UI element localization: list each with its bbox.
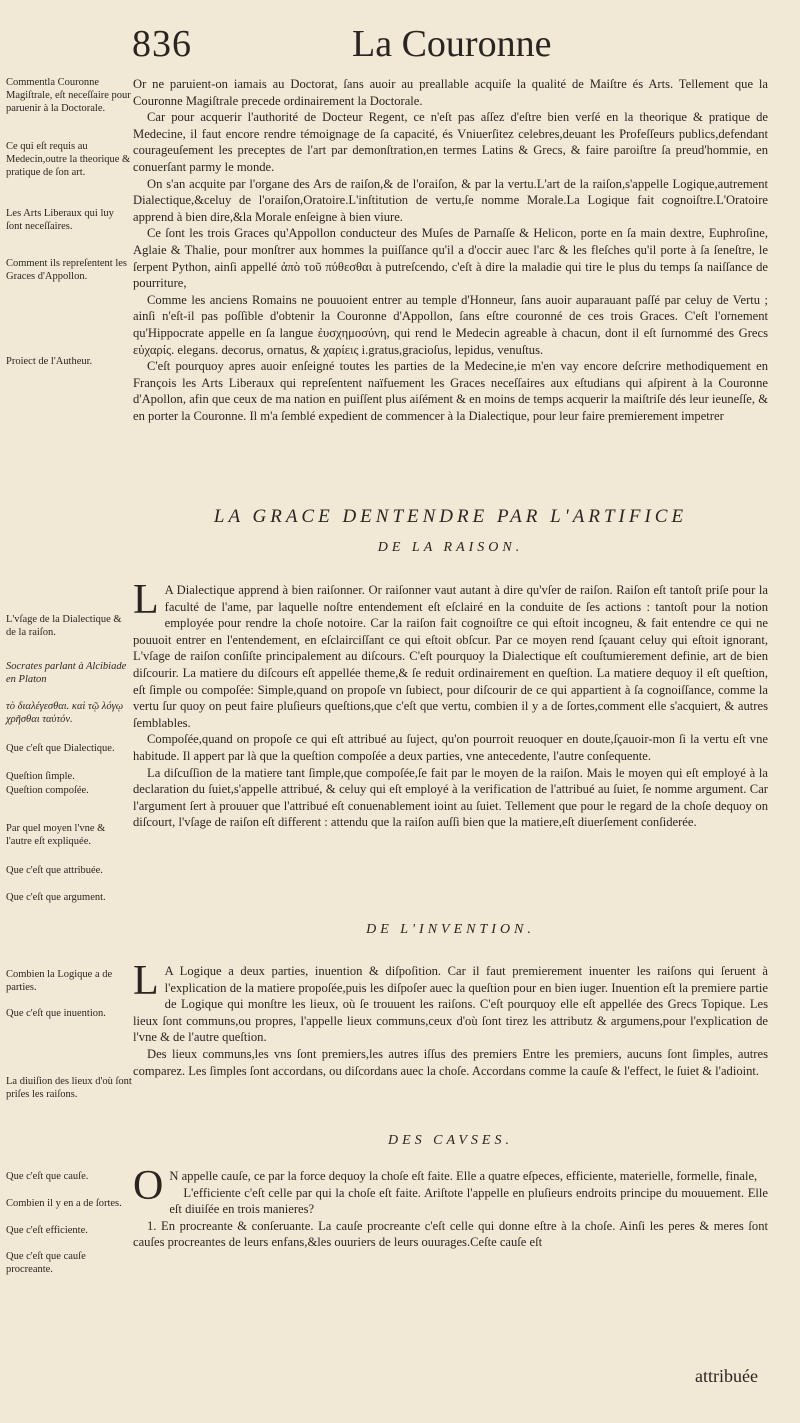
paragraph: Car pour acquerir l'authorité de Docteur Regent, ce n'eſt pas aſſez d'eſtre bien verſé en la theorique & pratique de Medecine, il faut encore rendre témoignage de ſa capacité, és Vniuerſitez celebres,deuant les Profeſſeurs publics,defendant courageuſement les preceptes de l'art par demonſtration,en termes Latins & Grecs, & faire paroiſtre ſa preud'hommie, en conuerſant parmy le monde. — [133, 110, 768, 174]
paragraph: L'efficiente c'eſt celle par qui la choſe eſt faite. Ariſtote l'appelle en pluſieurs endroits principe du mouuement. Elle eſt diuiſée en trois manieres? — [169, 1185, 768, 1217]
margin-note: Socrates parlant à Alcibiade en Platon — [6, 661, 127, 685]
section-title: DE L'INVENTION. — [366, 922, 535, 937]
section-subtitle: DE LA RAISON. — [377, 540, 524, 555]
margin-note: Que c'eſt que inuention. — [6, 1008, 106, 1019]
paragraph: C'eſt pourquoy apres auoir enſeigné toutes les parties de la Medecine,ie m'en vay encore deſcrire methodiquement en François les Arts Liberaux qui repreſentent naïfuement les Graces neceſſaires aux eſtudians qui aſpirent à la Couronne d'Apollon, afin que ceux de ma nation en puiſſent plus aiſément & en moins de temps acquerir la maiſtriſe dés leur ieuneſſe, & en porter la Couronne. Il m'a ſemblé expedient de commencer à la Dialectique, pour leur faire premierement impetrer — [133, 359, 768, 423]
margin-note: Queſtion compoſée. — [6, 785, 89, 796]
margin-note: τὸ διαλέγεσθαι. καὶ τῷ λόγῳ χρῆσθαι ταὐτόν. — [6, 701, 124, 725]
paragraph: Des lieux communs,les vns ſont premiers,les autres iſſus des premiers Entre les premiers, aucuns ſont ſimples, autres comparez. Les ſimples ſont accordans, ou diſcordans auec la choſe. Accordans comme la cauſe & l'effect, le ſuiet & l'adioint. — [133, 1046, 768, 1078]
margin-note: Par quel moyen l'vne & l'autre eſt expliquée. — [6, 823, 106, 847]
drop-cap: O — [133, 1163, 164, 1209]
paragraph: Or ne paruient-on iamais au Doctorat, ſans auoir au preallable acquiſe la qualité de Maiſtre és Arts. Tellement que la Couronne Magiſtrale precede ordinairement la Doctorale. — [133, 77, 768, 108]
margin-note: Que c'eſt que argument. — [6, 892, 106, 903]
margin-note: Comment ils repreſentent les Graces d'Appollon. — [6, 258, 128, 282]
paragraph — [133, 577, 768, 731]
margin-note: Combien il y en a de ſortes. — [6, 1198, 122, 1209]
paragraph: Comme les anciens Romains ne pouuoient entrer au temple d'Honneur, ſans auoir auparauant paſſé par celuy de Vertu ; ainſi n'eſt-il pas poſſible d'obtenir la Couronne d'Appollon, ſans eſtre couronné de ces trois Graces. C'eſt l'ornement qu'Hippocrate appelle en ſa langue ἐυσχημοσύνη, qui rend le Medecin agreable à chacun, dont il eſt ſurnommé des Grecs εὐχαρίς. elegans. decorus, ornatus, & χαρίεις i.gratus,gracioſus, lepidus, venuſtus. — [133, 292, 768, 357]
margin-note: Commentla Couronne Magiſtrale, eſt neceſſaire pour paruenir à la Doctorale. — [6, 77, 131, 114]
paragraph-text: A Logique a deux parties, inuention & diſpoſition. Car il faut premierement inuenter les raiſons qui ſeruent à l'explication de la matiere propoſée,puis les diſpoſer auec la queſtion pour en bien iuger. Inuention eſt la premiere partie de Logique qui monſtre les lieux, où ſe trouuent les raiſons. C'eſt pourquoy elle eſt appellée des Grecs Topique. Les lieux ſont communs,ou propres, l'appelle lieux communs,ceux d'où ſont tirez les attributz & argumens,pour l'explication de l'vne & de l'autre queſtion. — [133, 964, 768, 1045]
section-title: LA GRACE DENTENDRE PAR L'ARTIFICE — [213, 506, 688, 527]
margin-note: Que c'eſt que cauſe procreante. — [6, 1251, 86, 1275]
paragraph: Ce ſont les trois Graces qu'Appollon conducteur des Muſes de Parnaſſe & Helicon, porte en ſa main dextre, Euphroſine, Aglaie & Thalie, pour monſtrer aux hommes la puiſſance qu'il a d'occir auec l'arc & les fleſches qu'il porte à ſa ſeneſtre, le ſerpent Python, ainſi appellé ἀπὸ τοῦ πύθεσθαι à putreſcendo, c'eſt à dire la maladie qui tire le plus du temps ſa naiſſance de pourriture, — [133, 226, 768, 291]
drop-cap: L — [133, 577, 159, 623]
margin-note: Les Arts Liberaux qui luy ſont neceſſaires. — [6, 208, 114, 232]
running-title: La Couronne — [352, 23, 552, 65]
drop-cap: L — [133, 958, 159, 1004]
margin-note: La diuiſion des lieux d'où ſont priſes les raiſons. — [6, 1076, 132, 1100]
paragraph — [133, 958, 768, 1046]
page-number: 836 — [132, 23, 192, 65]
section-body — [133, 958, 768, 1079]
margin-note: Combien la Logique a de parties. — [6, 969, 113, 993]
margin-note: Ce qui eſt requis au Medecin,outre la theorique & pratique de ſon art. — [6, 141, 131, 178]
margin-note: Que c'eſt efficiente. — [6, 1225, 88, 1236]
page-header — [0, 18, 800, 68]
margin-note: Queſtion ſimple. — [6, 771, 75, 782]
margin-note: Que c'eſt que attribuée. — [6, 865, 103, 876]
intro-text — [133, 76, 768, 424]
catchword: attribuée — [695, 1366, 758, 1386]
section-body — [133, 1163, 768, 1251]
paragraph-text: A Dialectique apprend à bien raiſonner. Or raiſonner vaut autant à dire qu'vſer de raiſon. Raiſon eſt tantoſt priſe pour la faculté de l'ame, par laquelle noſtre entendement eſt eſclairé en la conduite de ſes actions : tantoſt pour la notion employée pour rendre la choſe notoire. Car la raiſon fait cognoiſtre ce qui eſtoit incogneu, & fait entendre ce qui ne pouuoit entrer en l'entendement, en eſclairciſſant ce qui eſtoit obſcur. Par ce moyen rend ſçauant celuy qui eſtoit ignorant, L'vſage de raiſon conſiſte principalement au diſcours. C'eſt pourquoy la Dialectique eſt couſtumierement definie, art de bien diſcourir. La matiere du diſcours eſt appellée theme,& ſe reduit ordinairement en queſtion. La matiere dequoy il eſt queſtion, eſt ſimple ou compoſée: Simple,quand on propoſe vn ſubiect, pour diſcourir de ce qui appartient à ſa cognoiſſance, comme la vertu ſur quoy on peut faire pluſieurs queſtions,que c'eſt que vertu, combien il y a de ſortes,comment elle s'acquiert, & autres ſemblables. — [133, 583, 768, 730]
section-body — [133, 577, 768, 831]
section-title: DES CAVSES. — [388, 1133, 513, 1148]
paragraph: On s'an acquite par l'organe des Ars de raiſon,& de l'oraiſon, & par la vertu.L'art de la raiſon,s'appelle Logique,autrement Dialectique,&celuy de l'oraiſon,Oratoire.L'inſtitution de vertu,ſe nomme Morale.La Logique fait cognoiſtre.L'Oratoire apprend à bien dire,&la Morale enſeigne à bien viure. — [133, 176, 768, 224]
margin-note: L'vſage de la Dialectique & de la raiſon. — [6, 614, 122, 638]
margin-note: Que c'eſt que Dialectique. — [6, 743, 115, 754]
paragraph: Compoſée,quand on propoſe ce qui eſt attribué au ſuject, qu'on pourroit reuoquer en doute,ſçauoir-mon ſi la vertu eſt vne habitude. Il appert par là que la queſtion compoſée a deux parties, vne antecedente, l'autre conſequente. — [133, 732, 768, 763]
margin-note: Proiect de l'Autheur. — [6, 356, 93, 367]
margin-note: Que c'eſt que cauſe. — [6, 1171, 89, 1182]
paragraph: 1. En procreante & conſeruante. La cauſe procreante c'eſt celle qui donne eſtre à la choſe. Ainſi les peres & meres ſont cauſes procreantes de leurs enfans,&les ouuriers de leurs ouurages.Ceſte cauſe eſt — [133, 1218, 768, 1250]
paragraph: La diſcuſſion de la matiere tant ſimple,que compoſée,ſe fait par le moyen de la raiſon. Mais le moyen qui eſt employé à la declaration du ſuiet,s'appelle attribué, & celuy qui eſt employé à la verification de l'attribué au ſuiet, ſe nomme argument. Car l'argument ſert à prouuer que l'attribué eſt conuenablement ioint au ſuiet. Tellement que pour le regard de la choſe dequoy on diſcourt, l'vſage de raiſon eſt different : attendu que la raiſon auſſi bien que la matiere,eſt diuerſement conſiderée. — [133, 765, 768, 830]
paragraph-text: N appelle cauſe, ce par la force dequoy la choſe eſt faite. Elle a quatre eſpeces, efficiente, materielle, formelle, finale, — [169, 1169, 758, 1183]
